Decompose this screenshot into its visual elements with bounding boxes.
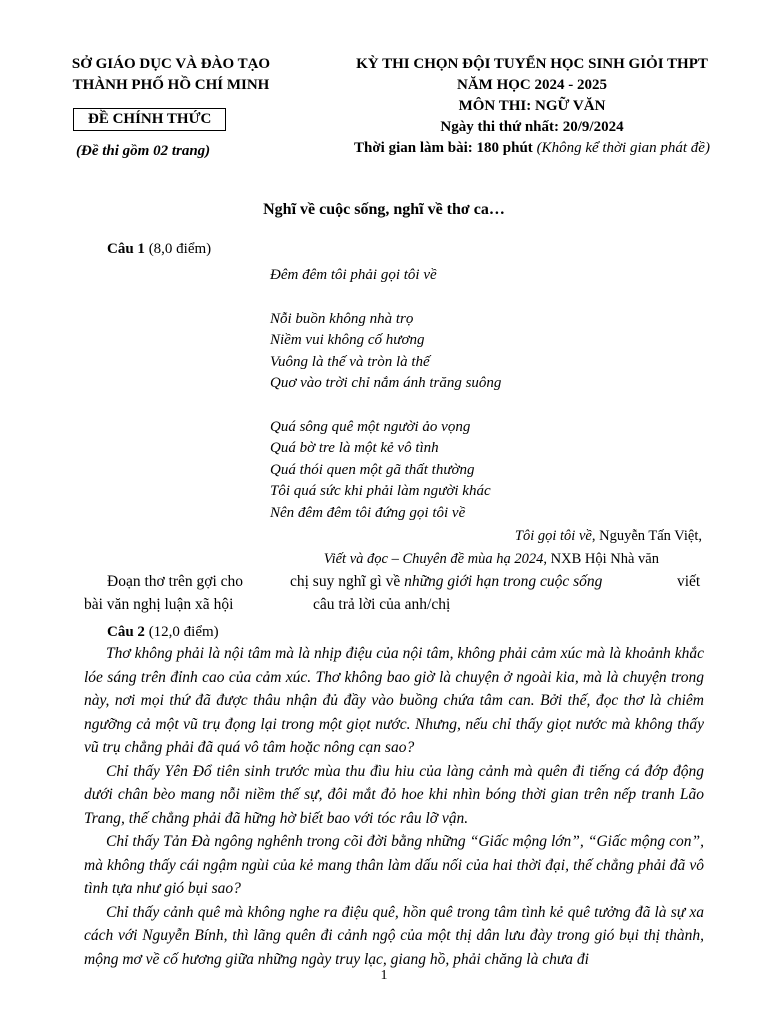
- citation-source: Viết và đọc – Chuyên đề mùa hạ 2024: [323, 551, 544, 567]
- exam-info: [318, 54, 746, 159]
- citation-line-2: [324, 551, 659, 568]
- question-2-heading: [107, 624, 219, 641]
- duration-label: Thời gian làm bài: 180 phút: [354, 140, 533, 156]
- poem-line: Nỗi buồn không nhà trọ: [270, 310, 414, 327]
- question-1-prompt-b: chị suy nghĩ gì về những giới hạn trong cuộc sống: [290, 573, 603, 590]
- page-number: 1: [380, 968, 388, 983]
- question-2-passage: [84, 642, 704, 971]
- question-2-points: (12,0 điểm): [148, 624, 219, 640]
- exam-title: KỲ THI CHỌN ĐỘI TUYỂN HỌC SINH GIỎI THPT: [356, 56, 708, 72]
- duration-note: (Không kể thời gian phát đề): [536, 140, 710, 156]
- passage-paragraph: Chỉ thấy cảnh quê mà không nghe ra điệu quê, hồn quê trong tâm tình kẻ quê tưởng đã là sự xa cách với Nguyễn Bính, thì lãng quên đi cảnh ngộ của một thị dân lưu đày trong gió bụi thị thành, mộng mơ về cố hương giữa những ngày truy lạc, giang hồ, phải chăng là chưa đi: [84, 903, 704, 968]
- poem: [270, 265, 501, 524]
- citation-publisher: , NXB Hội Nhà văn: [543, 551, 659, 567]
- poem-line: Quá thói quen một gã thất thường: [270, 461, 475, 478]
- citation-poem-title: Tôi gọi tôi về: [514, 528, 592, 544]
- issuing-authority: [40, 54, 302, 96]
- question-1-heading: [107, 241, 211, 258]
- citation-author: , Nguyễn Tấn Việt,: [591, 528, 702, 544]
- poem-line: Quơ vào trời chỉ nắm ánh trăng suông: [270, 375, 502, 391]
- citation-line-1: [515, 528, 702, 545]
- poem-line: Nên đêm đêm tôi đứng gọi tôi về: [270, 504, 466, 521]
- poem-line: Quá sông quê một người ảo vọng: [270, 418, 471, 435]
- question-1-label: Câu 1: [107, 241, 145, 257]
- poem-line: Vuông là thế và tròn là thế: [270, 353, 430, 370]
- question-2-label: Câu 2: [107, 624, 145, 640]
- school-year: NĂM HỌC 2024 - 2025: [457, 77, 607, 93]
- exam-date: Ngày thi thứ nhất: 20/9/2024: [440, 119, 624, 135]
- official-badge-text: ĐỀ CHÍNH THỨC: [73, 108, 226, 131]
- org-line-1: SỞ GIÁO DỤC VÀ ĐÀO TẠO: [71, 56, 271, 72]
- question-1-prompt-e: bài văn nghị luận xã hội: [84, 596, 234, 613]
- poem-line: Niềm vui không cố hương: [270, 332, 425, 348]
- pages-note: (Đề thi gồm 02 trang): [76, 143, 211, 159]
- passage-paragraph: Chỉ thấy Tản Đà ngông nghênh trong cõi đời bằng những “Giấc mộng lớn”, “Giấc mộng con”, mà không thấy cái ngậm ngùi của kẻ mang thân làm dấu nối của hai thời đại, thế chẳng phải đã vô tình tựa như gió bụi sao?: [84, 833, 704, 897]
- question-1-prompt-a: Đoạn thơ trên gợi cho: [107, 573, 244, 590]
- page-title: Nghĩ về cuộc sống, nghĩ về thơ ca…: [263, 201, 505, 218]
- subject: MÔN THI: NGỮ VĂN: [458, 98, 606, 114]
- poem-line: Quá bờ tre là một kẻ vô tình: [270, 440, 439, 456]
- question-1-points: (8,0 điểm): [148, 241, 212, 257]
- org-line-2: THÀNH PHỐ HỒ CHÍ MINH: [72, 77, 270, 93]
- question-1-prompt-d: viết: [677, 573, 701, 590]
- question-1-prompt-f: câu trả lời của anh/chị: [313, 596, 451, 613]
- official-badge: [73, 108, 226, 131]
- poem-line: Tôi quá sức khi phải làm người khác: [270, 483, 491, 499]
- question-1-topic: những giới hạn trong cuộc sống: [404, 573, 603, 590]
- duration: [318, 138, 746, 159]
- passage-paragraph: Chỉ thấy Yên Đổ tiên sinh trước mùa thu đìu hiu của làng cảnh mà quên đi tiếng cá đớp động dưới chân bèo mang nỗi niềm thế sự, đôi mắt đỏ hoe khi nhìn bóng thời gian trên nếp tranh Lão Trang, thế chẳng phải đã hững hờ biết bao với tóc râu lỡ vận.: [84, 762, 704, 827]
- poem-line: Đêm đêm tôi phải gọi tôi về: [270, 267, 437, 283]
- passage-paragraph: Thơ không phải là nội tâm mà là nhịp điệu của nội tâm, không phải cảm xúc mà là khoảnh khắc lóe sáng trên đỉnh cao của cảm xúc. Thơ không bao giờ là chuyện ở ngoài kia, mà là chuyện trong này, nơi mọi thứ đã được thâu nhận đủ đầy vào buồng chứa tâm can. Bởi thế, đọc thơ là chiêm ngưỡng cả một vũ trụ đọng lại trong một giọt nước. Nhưng, nếu chỉ thấy giọt nước mà không thấy vũ trụ chẳng phải đã quá vô tâm hoặc nông cạn sao?: [84, 645, 704, 756]
